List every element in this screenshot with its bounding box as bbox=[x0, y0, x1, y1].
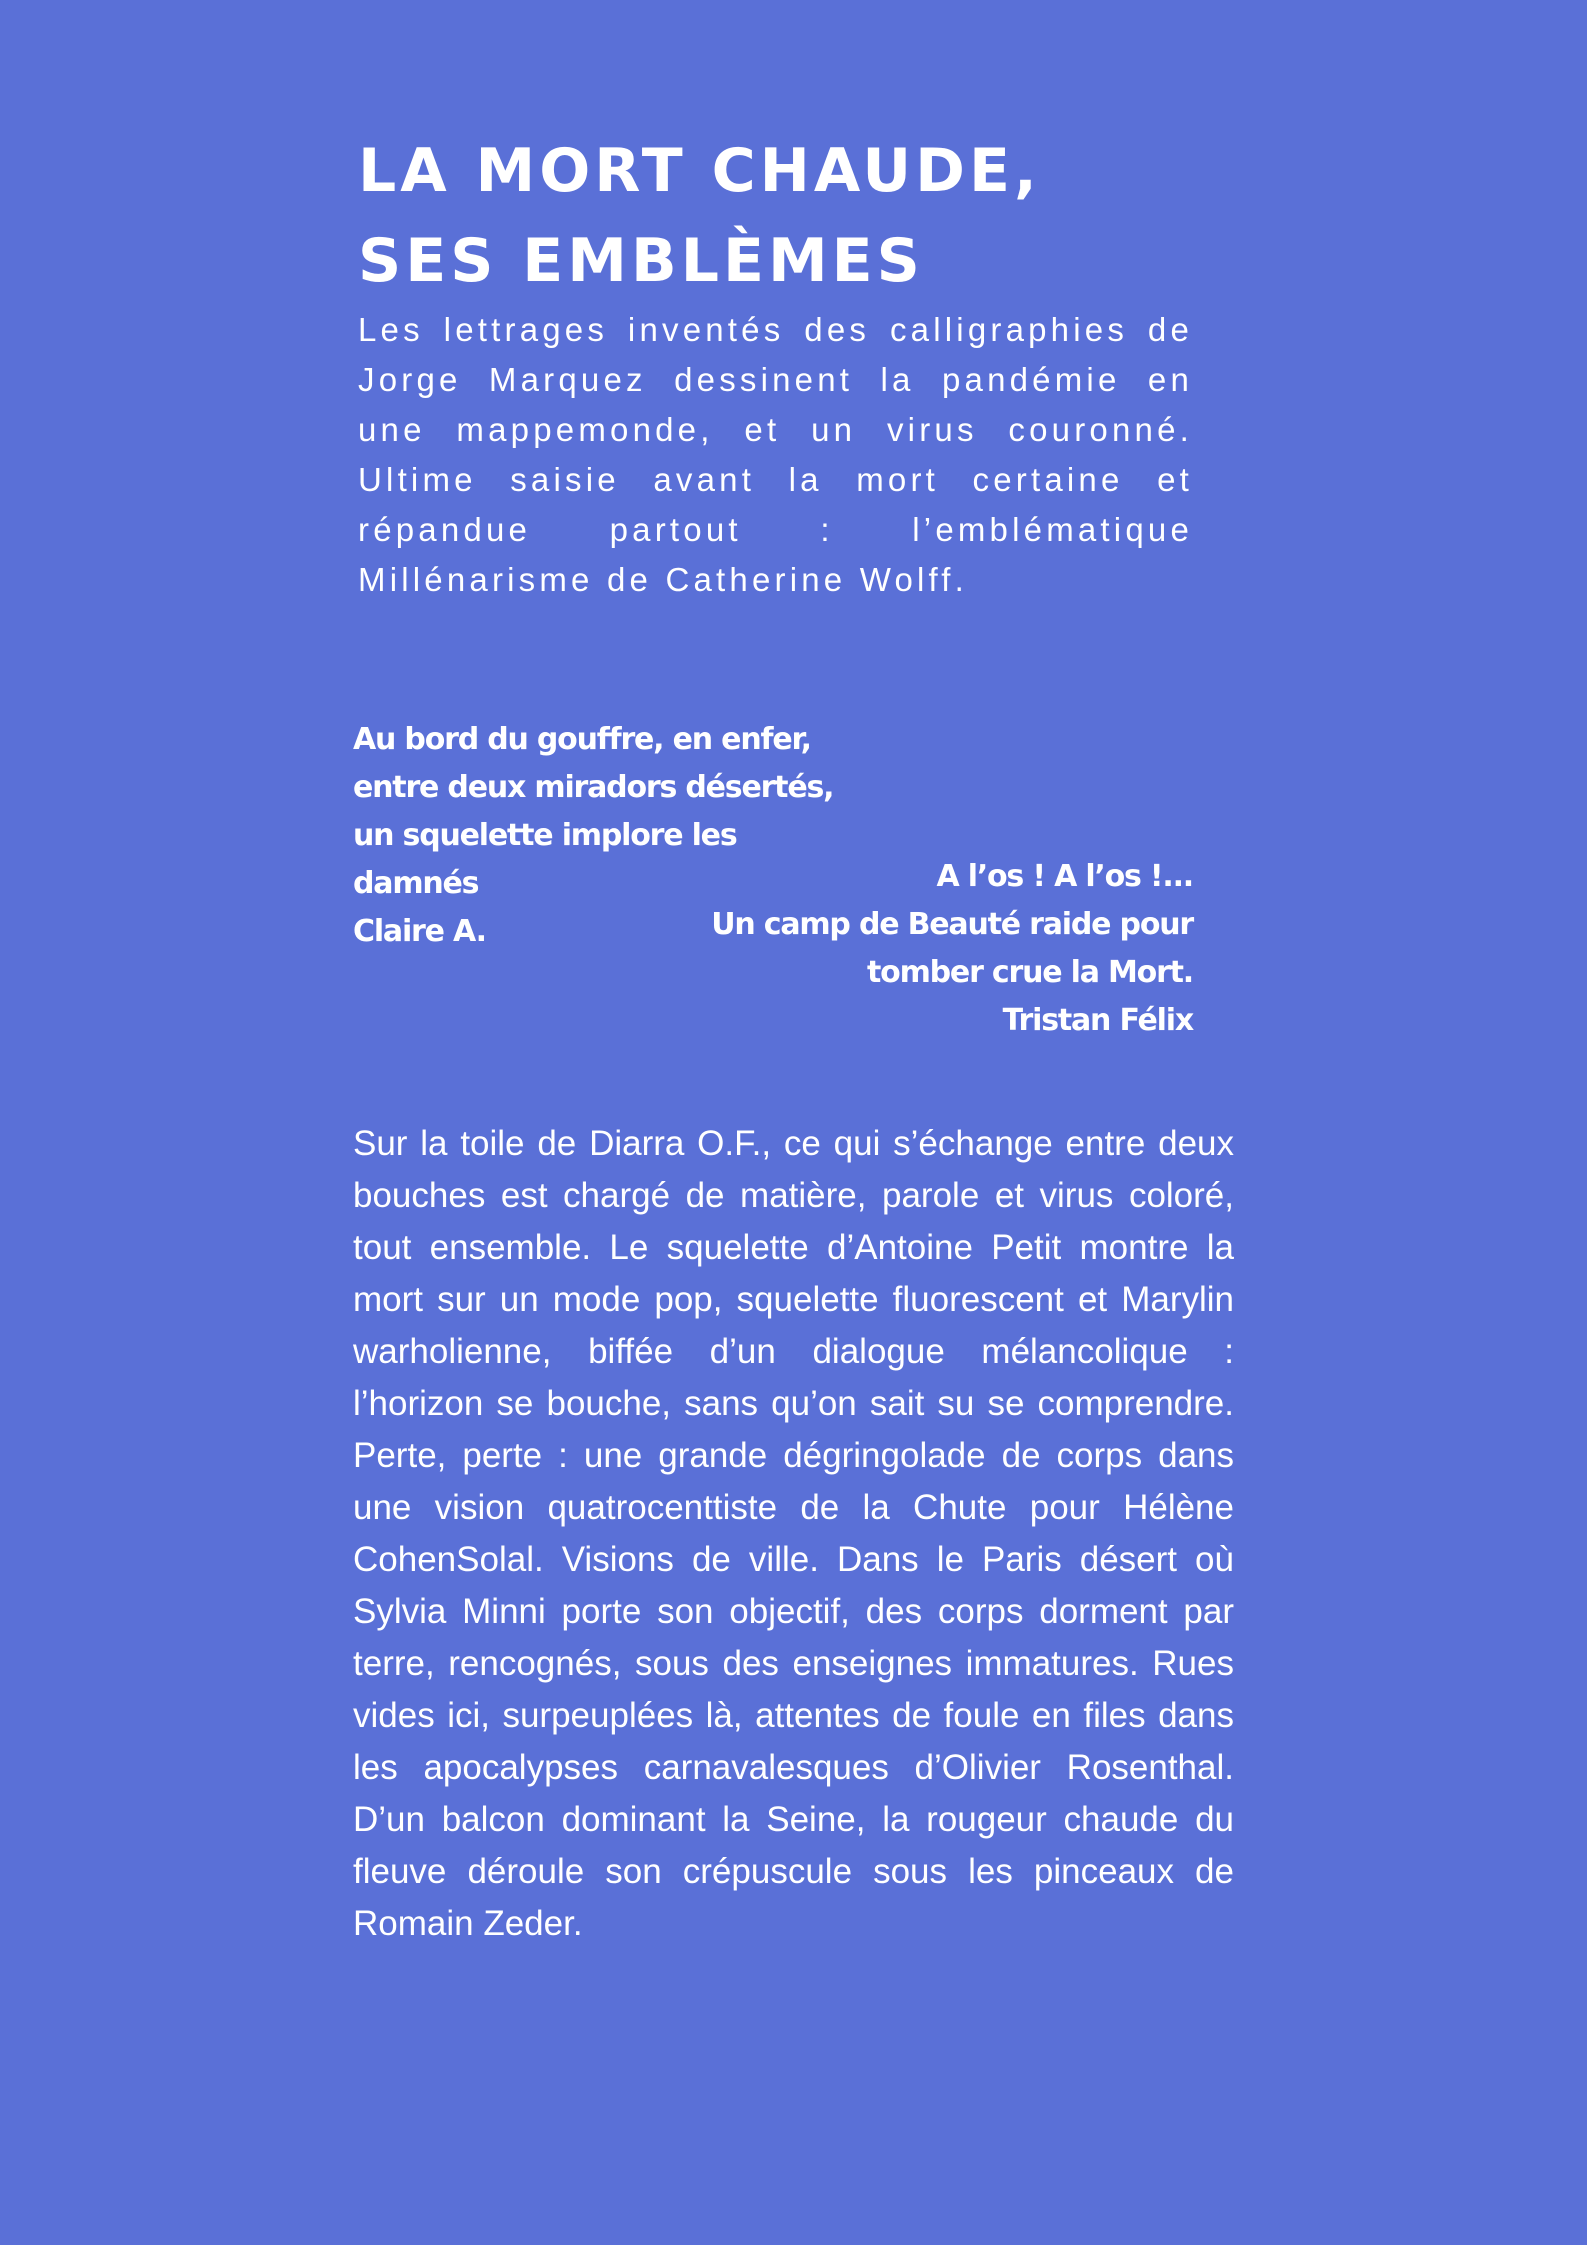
title-line-1: LA MORT CHAUDE, bbox=[358, 136, 1041, 206]
quote-tristan bbox=[711, 853, 1193, 1045]
quote-line: tomber crue la Mort. bbox=[867, 955, 1193, 990]
quote-line: A l’os ! A l’os !... bbox=[936, 859, 1193, 894]
quote-line: Au bord du gouffre, en enfer, bbox=[353, 722, 811, 757]
quote-line: un squelette implore les bbox=[353, 818, 737, 853]
quote-line: entre deux miradors désertés, bbox=[353, 770, 834, 805]
page-title bbox=[358, 126, 1041, 306]
intro-paragraph: Les lettrages inventés des calligraphies de Jorge Marquez dessinent la pandémie en une mappemonde, et un virus couronné. Ultime saisie avant la mort certaine et répandue partout : l’emblématique Millénarisme de Catherine Wolff. bbox=[358, 311, 1193, 598]
quote-line: damnés bbox=[353, 866, 479, 901]
title-line-2: SES EMBLÈMES bbox=[358, 226, 924, 296]
body-paragraph: Sur la toile de Diarra O.F., ce qui s’échange entre deux bouches est chargé de matière, parole et virus coloré, tout ensemble. Le squelette d’Antoine Petit montre la mort sur un mode pop, squelette fluorescent et Marylin warholienne, biffée d’un dialogue mélancolique : l’horizon se bouche, sans qu’on sait su se comprendre. Perte, perte : une grande dégringolade de corps dans une vision quatrocenttiste de la Chute pour Hélène CohenSolal. Visions de ville. Dans le Paris désert où Sylvia Minni porte son objectif, des corps dorment par terre, rencognés, sous des enseignes immatures. Rues vides ici, surpeuplées là, attentes de foule en files dans les apocalypses carnavalesques d’Olivier Rosenthal. D’un balcon dominant la Seine, la rougeur chaude du fleuve déroule son crépuscule sous les pinceaux de Romain Zeder. bbox=[353, 1124, 1234, 1943]
quote-author: Tristan Félix bbox=[1002, 1003, 1193, 1038]
quote-line: Un camp de Beauté raide pour bbox=[711, 907, 1193, 942]
quote-author: Claire A. bbox=[353, 914, 486, 949]
